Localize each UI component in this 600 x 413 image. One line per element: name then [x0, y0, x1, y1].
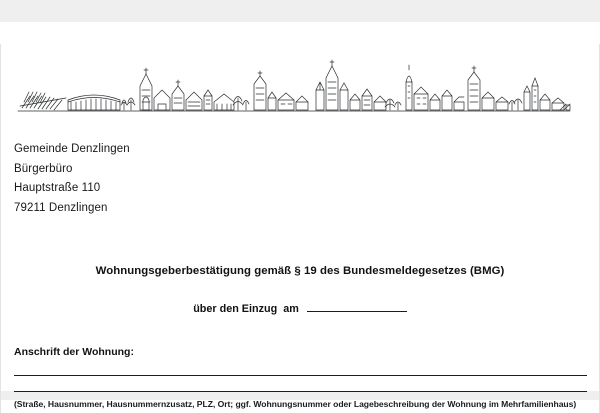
subtitle-row [0, 300, 600, 315]
page-edge-left [0, 44, 1, 413]
date-label: am [283, 303, 299, 315]
subtitle-label: über den Einzug [193, 303, 278, 315]
section-label-dwelling-address: Anschrift der Wohnung: [14, 346, 134, 358]
date-input-line[interactable] [307, 300, 407, 312]
address-line-office: Bürgerbüro [14, 162, 73, 175]
denzlingen-skyline-illustration [16, 56, 572, 116]
form-sheet [0, 22, 600, 409]
address-line-city: 79211 Denzlingen [14, 201, 108, 214]
address-line-municipality: Gemeinde Denzlingen [14, 143, 130, 155]
scan-edge-top [0, 0, 600, 22]
sender-address-block [14, 140, 344, 218]
address-line-street: Hauptstraße 110 [14, 182, 101, 194]
footnote-address-hint: (Straße, Hausnummer, Hausnummernzusatz, PLZ, Ort; ggf. Wohnungsnummer oder Lagebeschreibung der Wohnung im Mehrfamilienhaus) [14, 399, 577, 409]
address-field-line-2[interactable] [14, 391, 587, 392]
page-title: Wohnungsgeberbestätigung gemäß § 19 des Bundesmeldegesetzes (BMG) [95, 265, 505, 277]
address-field-line-1[interactable] [14, 375, 587, 376]
